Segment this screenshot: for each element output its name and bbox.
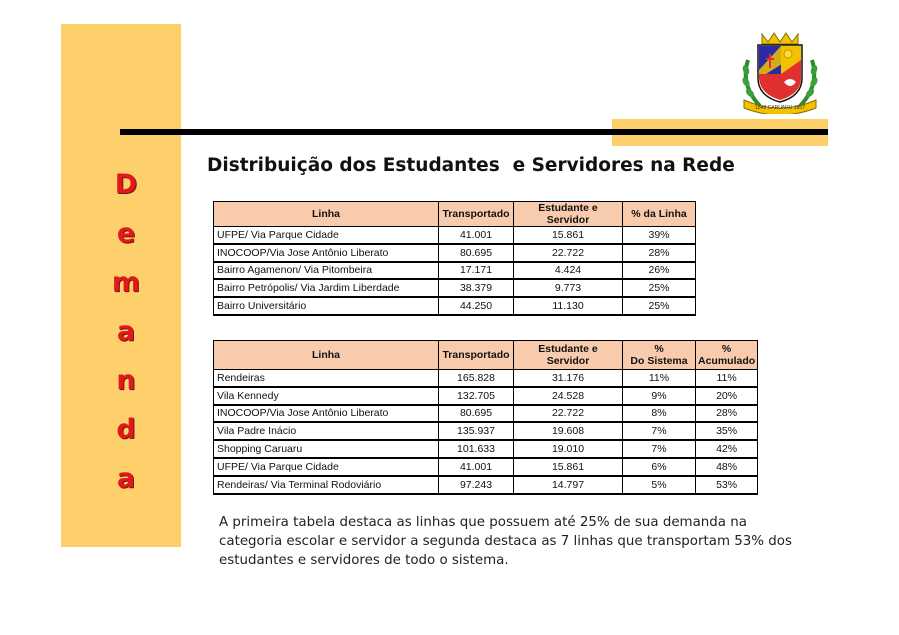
cell-value: 39% (623, 227, 696, 244)
cell-value: 41.001 (439, 458, 514, 476)
column-header-linha: Linha (214, 341, 439, 370)
cell-value: 35% (696, 422, 758, 440)
page-title: Distribuição dos Estudantes e Servidores na Rede (207, 155, 735, 176)
cell-value: 135.937 (439, 422, 514, 440)
table-row (214, 262, 696, 280)
cell-value: 19.608 (514, 422, 623, 440)
cell-value: 165.828 (439, 370, 514, 387)
table-lines-low-demand (213, 201, 696, 316)
cell-value: 15.861 (514, 227, 623, 244)
side-letter: a (116, 463, 136, 494)
cell-value: 9.773 (514, 279, 623, 297)
column-header-transportado: Transportado (439, 202, 514, 227)
cell-linha: Shopping Caruaru (214, 440, 439, 458)
cell-value: 14.797 (514, 476, 623, 494)
cell-linha: INOCOOP/Via Jose Antônio Liberato (214, 244, 439, 262)
caruaru-coat-of-arms-icon (738, 30, 822, 114)
cell-linha: Bairro Universitário (214, 297, 439, 315)
column-header-estudante-servidor: Estudante e Servidor (514, 341, 623, 370)
cell-value: 11.130 (514, 297, 623, 315)
cell-value: 6% (623, 458, 696, 476)
cell-value: 26% (623, 262, 696, 280)
cell-value: 17.171 (439, 262, 514, 280)
cell-linha: Vila Padre Inácio (214, 422, 439, 440)
cell-value: 41.001 (439, 227, 514, 244)
table-lines-top-seven (213, 340, 758, 495)
side-letter: n (116, 365, 136, 396)
cell-linha: Vila Kennedy (214, 387, 439, 405)
cell-value: 80.695 (439, 244, 514, 262)
table-header-row (214, 341, 758, 370)
cell-value: 22.722 (514, 405, 623, 423)
cell-value: 15.861 (514, 458, 623, 476)
table-row (214, 370, 758, 387)
table-row (214, 458, 758, 476)
cell-value: 42% (696, 440, 758, 458)
cell-linha: Bairro Petrópolis/ Via Jardim Liberdade (214, 279, 439, 297)
cell-value: 7% (623, 440, 696, 458)
cell-value: 19.010 (514, 440, 623, 458)
cell-value: 48% (696, 458, 758, 476)
column-header-percent-sistema: % Do Sistema (623, 341, 696, 370)
column-header-percent-linha: % da Linha (623, 202, 696, 227)
cell-linha: UFPE/ Via Parque Cidade (214, 227, 439, 244)
cell-value: 132.705 (439, 387, 514, 405)
table-row (214, 279, 696, 297)
cell-value: 28% (623, 244, 696, 262)
cell-value: 25% (623, 297, 696, 315)
cell-linha: INOCOOP/Via Jose Antônio Liberato (214, 405, 439, 423)
side-letter: D (114, 169, 138, 200)
column-header-estudante-servidor: Estudante e Servidor (514, 202, 623, 227)
cell-value: 11% (623, 370, 696, 387)
side-letter: d (116, 414, 136, 445)
cell-value: 20% (696, 387, 758, 405)
column-header-linha: Linha (214, 202, 439, 227)
table-row (214, 297, 696, 315)
cell-value: 101.633 (439, 440, 514, 458)
side-word-demanda (61, 160, 191, 503)
table-row (214, 440, 758, 458)
side-letter: e (116, 218, 136, 249)
summary-paragraph: A primeira tabela destaca as linhas que possuem até 25% de sua demanda na categoria escolar e servidor a segunda destaca as 7 linhas que transportam 53% dos estudantes e servidores de todo o sistema. (219, 515, 792, 568)
cell-linha: Rendeiras (214, 370, 439, 387)
cell-value: 5% (623, 476, 696, 494)
cell-linha: Bairro Agamenon/ Via Pitombeira (214, 262, 439, 280)
cell-value: 28% (696, 405, 758, 423)
cell-value: 31.176 (514, 370, 623, 387)
table-header-row (214, 202, 696, 227)
column-header-percent-acumulado: % Acumulado (696, 341, 758, 370)
svg-text:1848 CARUARU 1857: 1848 CARUARU 1857 (755, 105, 805, 111)
cell-value: 9% (623, 387, 696, 405)
cell-value: 11% (696, 370, 758, 387)
table-row (214, 387, 758, 405)
cell-value: 44.250 (439, 297, 514, 315)
table-row (214, 227, 696, 244)
cell-value: 25% (623, 279, 696, 297)
table-row (214, 476, 758, 494)
cell-linha: Rendeiras/ Via Terminal Rodoviário (214, 476, 439, 494)
table-row (214, 244, 696, 262)
table-row (214, 405, 758, 423)
cell-value: 80.695 (439, 405, 514, 423)
cell-value: 97.243 (439, 476, 514, 494)
cell-value: 53% (696, 476, 758, 494)
cell-value: 8% (623, 405, 696, 423)
header-rule (120, 129, 828, 135)
cell-value: 24.528 (514, 387, 623, 405)
column-header-transportado: Transportado (439, 341, 514, 370)
cell-linha: UFPE/ Via Parque Cidade (214, 458, 439, 476)
cell-value: 4.424 (514, 262, 623, 280)
cell-value: 38.379 (439, 279, 514, 297)
side-letter: m (111, 267, 141, 298)
cell-value: 22.722 (514, 244, 623, 262)
side-letter: a (116, 316, 136, 347)
table-row (214, 422, 758, 440)
cell-value: 7% (623, 422, 696, 440)
